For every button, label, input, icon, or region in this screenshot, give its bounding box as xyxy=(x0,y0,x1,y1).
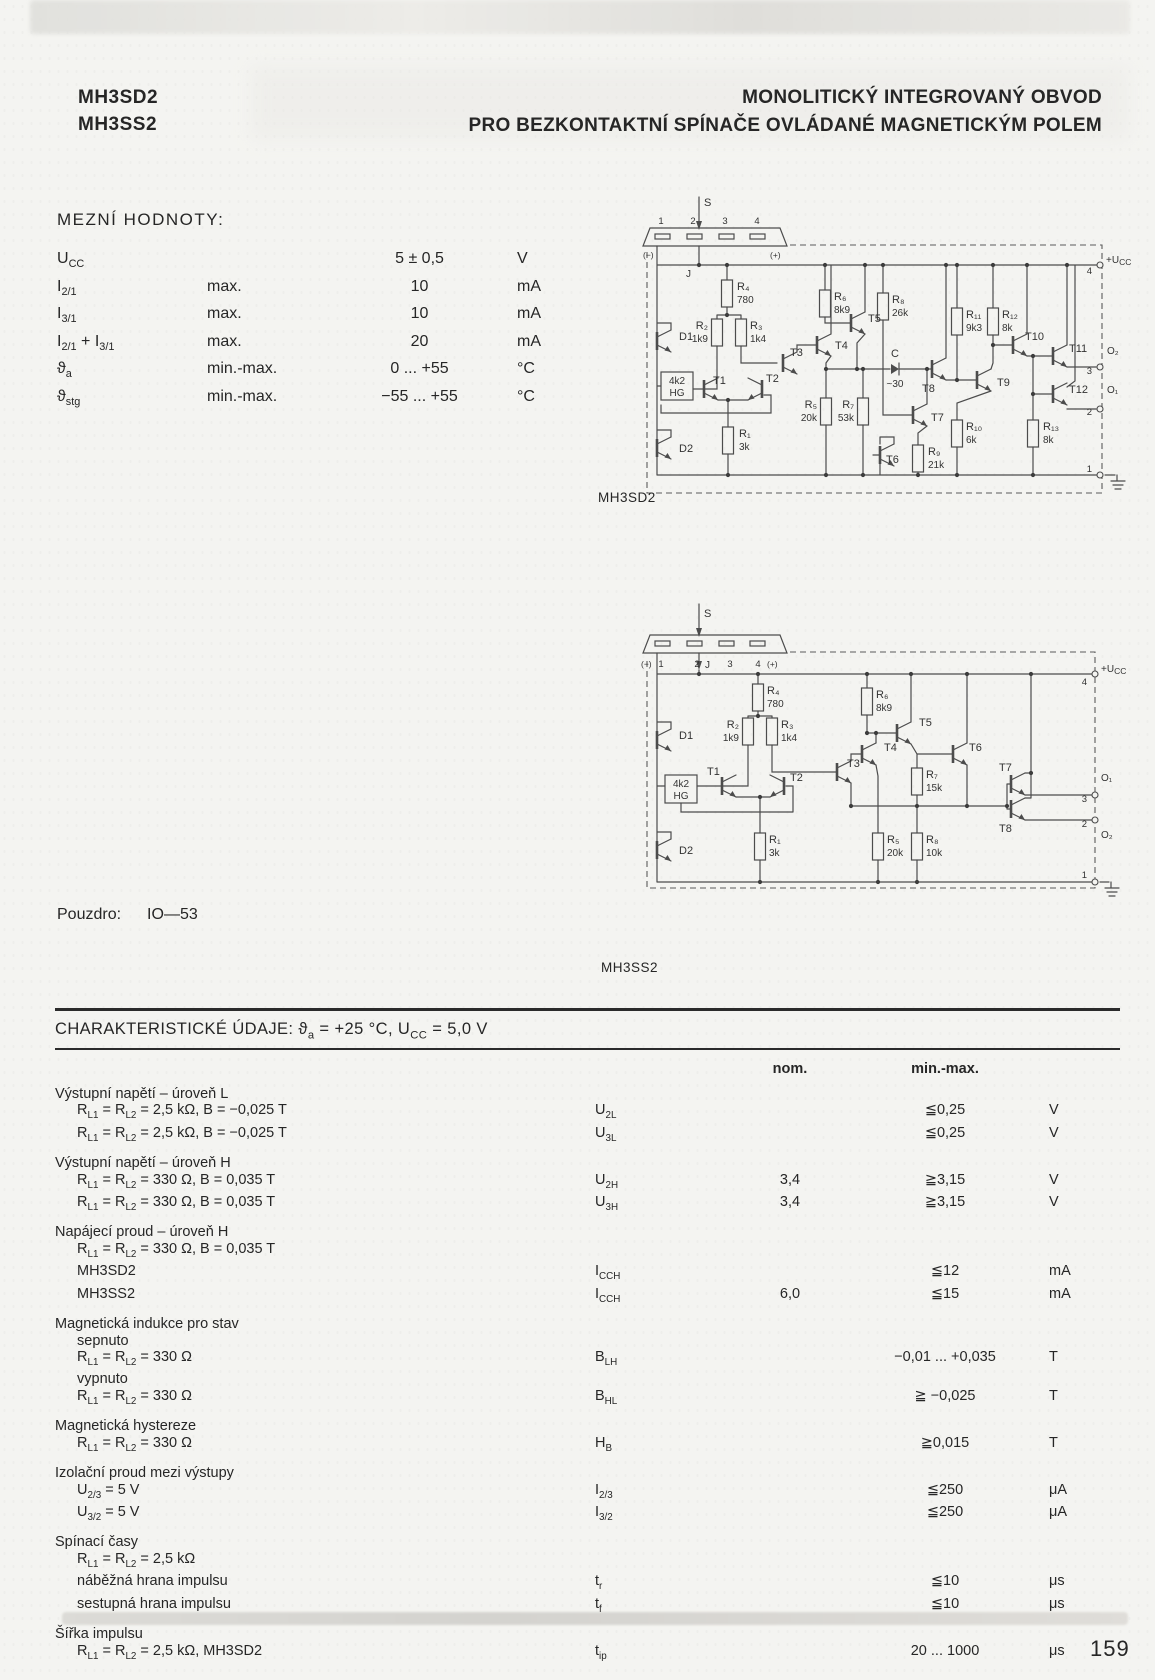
param-symbol: $ϑ_a$ xyxy=(57,360,72,381)
row-unit: T xyxy=(1049,1387,1058,1404)
param-symbol: $I_{2/1}$ xyxy=(57,277,77,298)
svg-text:2: 2 xyxy=(1086,407,1092,418)
row-unit: mA xyxy=(1049,1285,1071,1302)
svg-text:S: S xyxy=(704,608,712,620)
row-minmax: 20 ... 1000 xyxy=(910,1642,980,1659)
svg-text:O₁: O₁ xyxy=(1107,385,1119,396)
row-condition: sepnuto xyxy=(77,1332,129,1349)
row-symbol: $t_f$ xyxy=(595,1595,602,1615)
package-label: Pouzdro: xyxy=(57,906,122,923)
section-header xyxy=(55,1155,1120,1172)
svg-text:26k: 26k xyxy=(892,308,909,319)
row-symbol: $B_{LH}$ xyxy=(595,1349,618,1368)
svg-text:780: 780 xyxy=(767,699,784,710)
row-nominal xyxy=(735,1333,845,1350)
characteristics-table xyxy=(55,1008,1120,1665)
table-row xyxy=(55,1482,1120,1504)
row-symbol: $B_{HL}$ xyxy=(595,1387,618,1407)
row-nominal: 3,4 xyxy=(779,1193,801,1210)
svg-text:R₃: R₃ xyxy=(781,719,794,731)
limits-row xyxy=(57,273,607,301)
hall-generator-box xyxy=(661,372,693,400)
svg-text:4: 4 xyxy=(755,659,761,670)
row-minmax xyxy=(845,1333,1045,1350)
svg-text:3k: 3k xyxy=(739,442,750,453)
col-header-minmax: min.-max. xyxy=(911,1061,979,1078)
svg-text:T8: T8 xyxy=(999,823,1012,835)
svg-text:T5: T5 xyxy=(919,717,932,729)
row-nominal xyxy=(735,1125,845,1147)
row-unit xyxy=(1045,1333,1120,1350)
param-condition: min.-max. xyxy=(207,387,278,405)
svg-text:4k2: 4k2 xyxy=(672,779,690,790)
param-value: 5 ± 0,5 xyxy=(395,250,444,267)
col-header-nom: nom. xyxy=(772,1061,808,1078)
table-row xyxy=(55,1551,1120,1573)
svg-text:4: 4 xyxy=(754,216,760,227)
svg-text:D1: D1 xyxy=(679,331,694,343)
param-unit: mA xyxy=(517,305,541,322)
svg-text:1k9: 1k9 xyxy=(722,733,739,744)
row-condition: $R_{L1} = R_{L2} = 2,5$ kΩ, MH3SD2 xyxy=(77,1642,263,1662)
table-row xyxy=(55,1349,1120,1371)
row-nominal: 3,4 xyxy=(779,1171,801,1188)
row-symbol: $I_{CCH}$ xyxy=(595,1263,621,1283)
hall-generator-box xyxy=(665,775,697,803)
svg-text:R₅: R₅ xyxy=(887,834,900,846)
section-title: Magnetická indukce pro stav xyxy=(55,1316,239,1333)
row-nominal xyxy=(735,1435,845,1457)
row-unit: V xyxy=(1049,1171,1059,1188)
resistors xyxy=(712,280,1039,472)
svg-text:8k: 8k xyxy=(1043,435,1054,446)
table-row xyxy=(55,1102,1120,1124)
svg-text:21k: 21k xyxy=(928,460,945,471)
section-header xyxy=(55,1316,1120,1333)
table-row xyxy=(55,1125,1120,1147)
limits-row xyxy=(57,355,607,383)
svg-text:4: 4 xyxy=(1081,677,1087,688)
row-symbol: $U_{3H}$ xyxy=(595,1193,619,1213)
table-row xyxy=(55,1504,1120,1526)
svg-text:T7: T7 xyxy=(931,412,944,424)
svg-text:+UCC: $+U_{CC}$ xyxy=(1101,664,1127,676)
section-title: Napájecí proud – úroveň H xyxy=(55,1224,229,1241)
row-unit: T xyxy=(1049,1349,1058,1366)
svg-text:8k9: 8k9 xyxy=(876,703,893,714)
row-symbol: $I_{2/3}$ xyxy=(595,1481,613,1501)
svg-text:~30: ~30 xyxy=(886,379,904,390)
param-unit: °C xyxy=(517,387,535,405)
table-row xyxy=(55,1596,1120,1618)
column-headers xyxy=(55,1061,1120,1078)
section-title: Výstupní napětí – úroveň H xyxy=(55,1155,231,1172)
row-condition: $R_{L1} = R_{L2} = 2,5$ kΩ xyxy=(77,1550,196,1570)
svg-text:T12: T12 xyxy=(1069,384,1088,396)
svg-text:R₁: R₁ xyxy=(739,428,751,440)
row-nominal xyxy=(735,1349,845,1371)
table-row xyxy=(55,1435,1120,1457)
row-condition: MH3SS2 xyxy=(77,1285,136,1302)
row-minmax: ≦15 xyxy=(930,1285,960,1302)
row-symbol: $t_{ip}$ xyxy=(595,1642,607,1662)
row-unit: μs xyxy=(1049,1642,1065,1659)
svg-text:R₁: R₁ xyxy=(769,834,781,846)
param-symbol: $ϑ_{stg}$ xyxy=(57,387,81,408)
svg-text:9k3: 9k3 xyxy=(966,323,983,334)
svg-text:T3: T3 xyxy=(847,758,860,770)
row-unit: T xyxy=(1049,1434,1058,1451)
section-header xyxy=(55,1224,1120,1241)
limits-title: MEZNÍ HODNOTY: xyxy=(57,210,225,229)
row-unit: μA xyxy=(1049,1481,1068,1498)
row-unit xyxy=(1045,1241,1120,1263)
row-nominal xyxy=(735,1371,845,1388)
param-unit: V xyxy=(517,250,528,267)
svg-text:T6: T6 xyxy=(886,454,899,466)
row-nominal xyxy=(735,1596,845,1618)
section-header xyxy=(55,1086,1120,1103)
row-nominal xyxy=(735,1263,845,1285)
row-condition: $R_{L1} = R_{L2} = 330$ Ω, B = 0,035 T xyxy=(77,1193,276,1213)
title-line-1: MONOLITICKÝ INTEGROVANÝ OBVOD xyxy=(742,87,1102,108)
row-nominal xyxy=(735,1643,845,1665)
limits-row xyxy=(57,245,607,273)
svg-text:R₈: R₈ xyxy=(892,294,905,306)
row-minmax: ≧0,015 xyxy=(920,1434,970,1451)
section-header xyxy=(55,1418,1120,1435)
svg-text:(+): (+) xyxy=(767,659,778,669)
row-condition: MH3SD2 xyxy=(77,1263,136,1280)
row-condition: náběžná hrana impulsu xyxy=(77,1573,228,1590)
row-nominal: 6,0 xyxy=(779,1285,801,1302)
param-unit: mA xyxy=(517,332,541,350)
row-unit: V xyxy=(1049,1193,1059,1210)
svg-text:R₁₁: R₁₁ xyxy=(966,309,982,321)
svg-text:15k: 15k xyxy=(926,783,943,794)
svg-text:T7: T7 xyxy=(999,762,1012,774)
limits-row xyxy=(57,383,607,411)
limits-row xyxy=(57,300,607,328)
table-row xyxy=(55,1194,1120,1216)
svg-text:3: 3 xyxy=(1086,366,1092,377)
svg-text:T5: T5 xyxy=(868,313,881,325)
characteristics-title: CHARAKTERISTICKÉ ÚDAJE: $ϑ_a = +25$ °C, $U_{CC} = 5,0$ V xyxy=(55,1020,488,1042)
row-symbol xyxy=(595,1241,735,1263)
param-condition: max. xyxy=(207,305,242,322)
svg-text:3: 3 xyxy=(722,216,728,227)
svg-text:J: J xyxy=(705,660,710,671)
svg-text:O₁: O₁ xyxy=(1101,773,1113,784)
svg-text:R₄: R₄ xyxy=(767,685,780,697)
section-title: Spínací časy xyxy=(55,1534,139,1551)
svg-text:R₇: R₇ xyxy=(926,769,938,781)
row-condition: $R_{L1} = R_{L2} = 330$ Ω xyxy=(77,1434,192,1454)
rule-top xyxy=(55,1008,1120,1011)
model-mh3ss2: MH3SS2 xyxy=(78,114,158,135)
param-condition: max. xyxy=(207,277,242,295)
row-unit: mA xyxy=(1049,1263,1071,1280)
row-unit: V xyxy=(1049,1124,1059,1141)
row-symbol: $t_r$ xyxy=(595,1573,603,1593)
svg-text:R₂: R₂ xyxy=(726,719,739,731)
row-minmax xyxy=(845,1551,1045,1573)
svg-text:R₉: R₉ xyxy=(928,446,941,458)
row-condition: $U_{3/2} = 5$ V xyxy=(77,1504,140,1523)
param-unit: °C xyxy=(517,360,535,377)
svg-text:780: 780 xyxy=(737,295,754,306)
section-title: Magnetická hystereze xyxy=(55,1418,197,1435)
section-header xyxy=(55,1534,1120,1551)
svg-text:1: 1 xyxy=(658,216,664,227)
svg-text:8k: 8k xyxy=(1002,323,1013,334)
param-value: 0 ... +55 xyxy=(390,360,449,377)
schematic2-caption: MH3SS2 xyxy=(601,960,659,975)
package-line xyxy=(57,906,224,924)
svg-text:1k4: 1k4 xyxy=(781,733,798,744)
title-line-2: PRO BEZKONTAKTNÍ SPÍNAČE OVLÁDANÉ MAGNETICKÝM POLEM xyxy=(468,115,1102,136)
model-numbers xyxy=(78,84,158,138)
svg-text:R₈: R₈ xyxy=(926,834,939,846)
section-title: Výstupní napětí – úroveň L xyxy=(55,1085,229,1102)
svg-text:3k: 3k xyxy=(769,848,780,859)
row-minmax: ≦250 xyxy=(926,1481,964,1498)
svg-text:10k: 10k xyxy=(926,848,943,859)
row-minmax: ≧3,15 xyxy=(924,1193,966,1210)
svg-text:T2: T2 xyxy=(790,772,803,784)
svg-text:T1: T1 xyxy=(713,375,726,387)
table-row xyxy=(55,1643,1120,1665)
row-condition: $R_{L1} = R_{L2} = 2,5$ kΩ, B = −0,025 T xyxy=(77,1124,287,1144)
param-condition: max. xyxy=(207,332,242,350)
svg-text:1: 1 xyxy=(1086,464,1092,475)
svg-text:T3: T3 xyxy=(790,347,803,359)
svg-text:T8: T8 xyxy=(922,383,935,395)
param-value: −55 ... +55 xyxy=(381,387,458,405)
svg-text:T1: T1 xyxy=(707,766,720,778)
svg-text:T9: T9 xyxy=(997,377,1010,389)
row-nominal xyxy=(735,1551,845,1573)
svg-text:HG: HG xyxy=(669,388,685,399)
row-nominal xyxy=(735,1102,845,1124)
table-row xyxy=(55,1388,1120,1410)
page-title xyxy=(340,84,1102,140)
svg-text:R₆: R₆ xyxy=(834,291,847,303)
svg-text:R₅: R₅ xyxy=(804,399,817,411)
section-title: Šířka impulsu xyxy=(55,1626,143,1643)
param-value: 20 xyxy=(410,332,429,350)
svg-text:T4: T4 xyxy=(835,340,848,352)
hall-sensor-package xyxy=(643,228,787,246)
row-symbol xyxy=(595,1371,735,1388)
svg-text:T11: T11 xyxy=(1069,343,1088,355)
svg-text:+UCC: $+U_{CC}$ xyxy=(1106,255,1132,267)
row-nominal xyxy=(735,1241,845,1263)
svg-text:R₁₃: R₁₃ xyxy=(1043,421,1060,433)
svg-text:T6: T6 xyxy=(969,742,982,754)
svg-text:T10: T10 xyxy=(1025,331,1044,343)
row-condition: vypnuto xyxy=(77,1371,128,1388)
row-condition: sestupná hrana impulsu xyxy=(77,1595,231,1612)
svg-text:2: 2 xyxy=(694,659,700,670)
table-row xyxy=(55,1286,1120,1308)
svg-text:R₆: R₆ xyxy=(876,689,889,701)
svg-text:6k: 6k xyxy=(966,435,977,446)
row-minmax: ≧3,15 xyxy=(924,1171,966,1188)
svg-text:1k4: 1k4 xyxy=(750,334,767,345)
row-symbol xyxy=(595,1551,735,1573)
svg-text:R₁₀: R₁₀ xyxy=(966,421,983,433)
row-symbol: $I_{3/2}$ xyxy=(595,1504,613,1523)
transistors xyxy=(657,312,1067,466)
scan-smudge-top xyxy=(30,0,1130,34)
param-symbol: $I_{3/1}$ xyxy=(57,305,77,326)
package-value: IO—53 xyxy=(147,906,198,923)
rule-under-title xyxy=(55,1048,1120,1050)
svg-text:53k: 53k xyxy=(837,413,854,424)
svg-text:S: S xyxy=(704,197,712,209)
svg-text:3: 3 xyxy=(727,659,733,670)
table-row xyxy=(55,1573,1120,1595)
row-minmax: ≦250 xyxy=(926,1504,964,1521)
param-value: 10 xyxy=(410,305,429,322)
row-symbol: $U_{3L}$ xyxy=(595,1124,617,1144)
row-condition: $R_{L1} = R_{L2} = 330$ Ω xyxy=(77,1349,192,1368)
row-minmax: ≦0,25 xyxy=(924,1124,966,1141)
row-unit: V xyxy=(1049,1102,1059,1119)
mh3ss2-schematic xyxy=(595,566,1140,906)
svg-text:3: 3 xyxy=(1081,794,1087,805)
schematic1-caption: MH3SD2 xyxy=(598,490,656,505)
row-unit: μs xyxy=(1049,1573,1065,1590)
svg-text:D2: D2 xyxy=(679,443,694,455)
svg-text:(−): (−) xyxy=(643,250,654,260)
svg-text:HG: HG xyxy=(673,791,689,802)
svg-text:R₃: R₃ xyxy=(750,320,763,332)
param-condition: min.-max. xyxy=(207,360,278,377)
row-condition: $R_{L1} = R_{L2} = 2,5$ kΩ, B = −0,025 T xyxy=(77,1102,287,1122)
row-minmax: ≧ −0,025 xyxy=(914,1387,976,1404)
row-unit: μs xyxy=(1049,1595,1065,1612)
row-symbol: $I_{CCH}$ xyxy=(595,1285,621,1305)
svg-text:D2: D2 xyxy=(679,845,694,857)
section-title: Izolační proud mezi výstupy xyxy=(55,1465,234,1482)
row-unit xyxy=(1045,1371,1120,1388)
svg-text:O₂: O₂ xyxy=(1101,830,1113,841)
characteristics-rows xyxy=(55,1086,1120,1665)
svg-text:2: 2 xyxy=(690,216,696,227)
param-unit: mA xyxy=(517,277,541,295)
svg-text:R₁₂: R₁₂ xyxy=(1002,309,1018,321)
svg-text:T2: T2 xyxy=(766,373,779,385)
table-row xyxy=(55,1241,1120,1263)
mh3sd2-schematic xyxy=(595,193,1140,499)
row-condition: $R_{L1} = R_{L2} = 330$ Ω, B = 0,035 T xyxy=(77,1240,276,1260)
row-nominal xyxy=(735,1504,845,1526)
svg-text:20k: 20k xyxy=(887,848,904,859)
row-minmax: ≦10 xyxy=(930,1595,960,1612)
svg-text:D1: D1 xyxy=(679,730,694,742)
row-unit xyxy=(1045,1551,1120,1573)
limits-table xyxy=(57,245,607,410)
row-minmax: ≦10 xyxy=(930,1573,960,1590)
hall-sensor-package xyxy=(643,635,787,653)
svg-text:4k2: 4k2 xyxy=(668,376,686,387)
row-symbol: $H_B$ xyxy=(595,1434,613,1454)
svg-text:1: 1 xyxy=(658,659,664,670)
table-row xyxy=(55,1333,1120,1350)
row-condition: $U_{2/3} = 5$ V xyxy=(77,1481,140,1501)
page-number: 159 xyxy=(1090,1636,1130,1661)
svg-text:O₂: O₂ xyxy=(1107,346,1119,357)
param-symbol: $I_{2/1} + I_{3/1}$ xyxy=(57,332,115,353)
row-condition: $R_{L1} = R_{L2} = 330$ Ω xyxy=(77,1387,192,1407)
svg-text:J: J xyxy=(686,269,691,280)
param-symbol: $U_{CC}$ xyxy=(57,250,85,271)
svg-text:(−): (−) xyxy=(641,659,652,669)
svg-text:1: 1 xyxy=(1081,870,1087,881)
param-value: 10 xyxy=(410,277,429,295)
row-minmax: ≦12 xyxy=(930,1263,960,1280)
table-row xyxy=(55,1371,1120,1388)
row-minmax: ≦0,25 xyxy=(924,1102,966,1119)
row-symbol: $U_{2L}$ xyxy=(595,1102,617,1122)
table-row xyxy=(55,1263,1120,1285)
row-unit: μA xyxy=(1049,1504,1068,1521)
section-header xyxy=(55,1465,1120,1482)
svg-text:R₇: R₇ xyxy=(842,399,854,411)
table-row xyxy=(55,1172,1120,1194)
row-minmax: −0,01 ... +0,035 xyxy=(894,1349,996,1366)
row-nominal xyxy=(735,1388,845,1410)
svg-text:R₂: R₂ xyxy=(695,320,708,332)
limits-row xyxy=(57,328,607,356)
junction-dots xyxy=(697,672,1033,884)
row-nominal xyxy=(735,1482,845,1504)
row-symbol: $U_{2H}$ xyxy=(595,1171,619,1191)
svg-text:2: 2 xyxy=(1081,819,1087,830)
labels xyxy=(643,197,1131,475)
model-mh3sd2: MH3SD2 xyxy=(78,87,159,108)
svg-text:8k9: 8k9 xyxy=(834,305,851,316)
row-condition: $R_{L1} = R_{L2} = 330$ Ω, B = 0,035 T xyxy=(77,1171,276,1191)
row-nominal xyxy=(735,1573,845,1595)
section-header xyxy=(55,1626,1120,1643)
svg-text:C: C xyxy=(891,348,899,360)
row-minmax xyxy=(845,1371,1045,1388)
svg-text:20k: 20k xyxy=(800,413,817,424)
svg-text:R₄: R₄ xyxy=(737,281,750,293)
svg-text:1k9: 1k9 xyxy=(691,334,708,345)
row-minmax xyxy=(845,1241,1045,1263)
capacitor-c xyxy=(891,363,899,375)
row-symbol xyxy=(595,1333,735,1350)
svg-text:T4: T4 xyxy=(884,742,897,754)
svg-text:(+): (+) xyxy=(770,250,781,260)
svg-text:4: 4 xyxy=(1086,266,1092,277)
